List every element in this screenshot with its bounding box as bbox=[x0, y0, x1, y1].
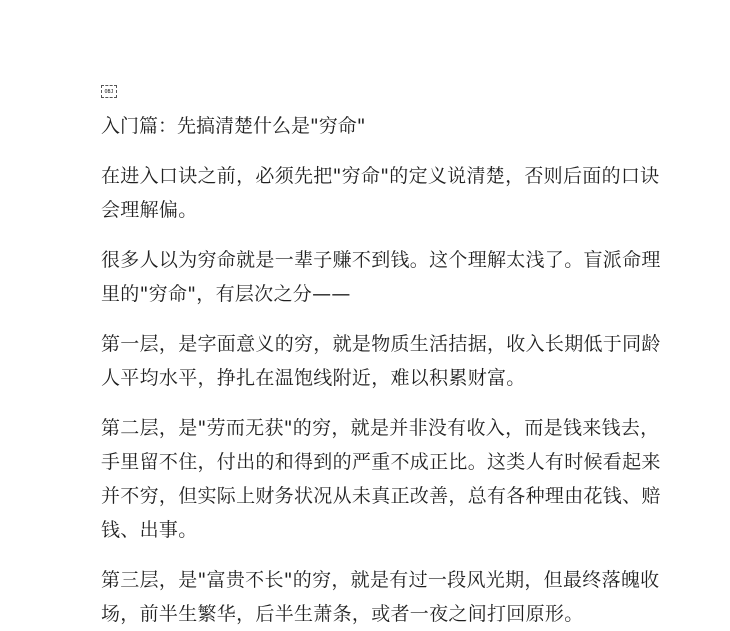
paragraph-level-one: 第一层，是字面意义的穷，就是物质生活拮据，收入长期低于同龄人平均水平，挣扎在温饱线附近，难以积累财富。 bbox=[101, 333, 661, 389]
article bbox=[101, 78, 671, 631]
paragraph-level-two: 第二层，是"劳而无获"的穷，就是并非没有收入，而是钱来钱去，手里留不住，付出的和得到的严重不成正比。这类人有时候看起来并不穷，但实际上财务状况从未真正改善，总有各种理由花钱、赔钱、出事。 bbox=[101, 417, 661, 541]
object-placeholder-icon: OBJ bbox=[101, 85, 117, 98]
paragraph-intro: 在进入口诀之前，必须先把"穷命"的定义说清楚，否则后面的口诀会理解偏。 bbox=[101, 165, 660, 221]
section-heading: 入门篇：先搞清楚什么是"穷命" bbox=[101, 115, 366, 137]
paragraph-misconception: 很多人以为穷命就是一辈子赚不到钱。这个理解太浅了。盲派命理里的"穷命"，有层次之分—— bbox=[101, 249, 661, 305]
paragraph-level-three: 第三层，是"富贵不长"的穷，就是有过一段风光期，但最终落魄收场，前半生繁华，后半生萧条，或者一夜之间打回原形。 bbox=[101, 569, 660, 625]
